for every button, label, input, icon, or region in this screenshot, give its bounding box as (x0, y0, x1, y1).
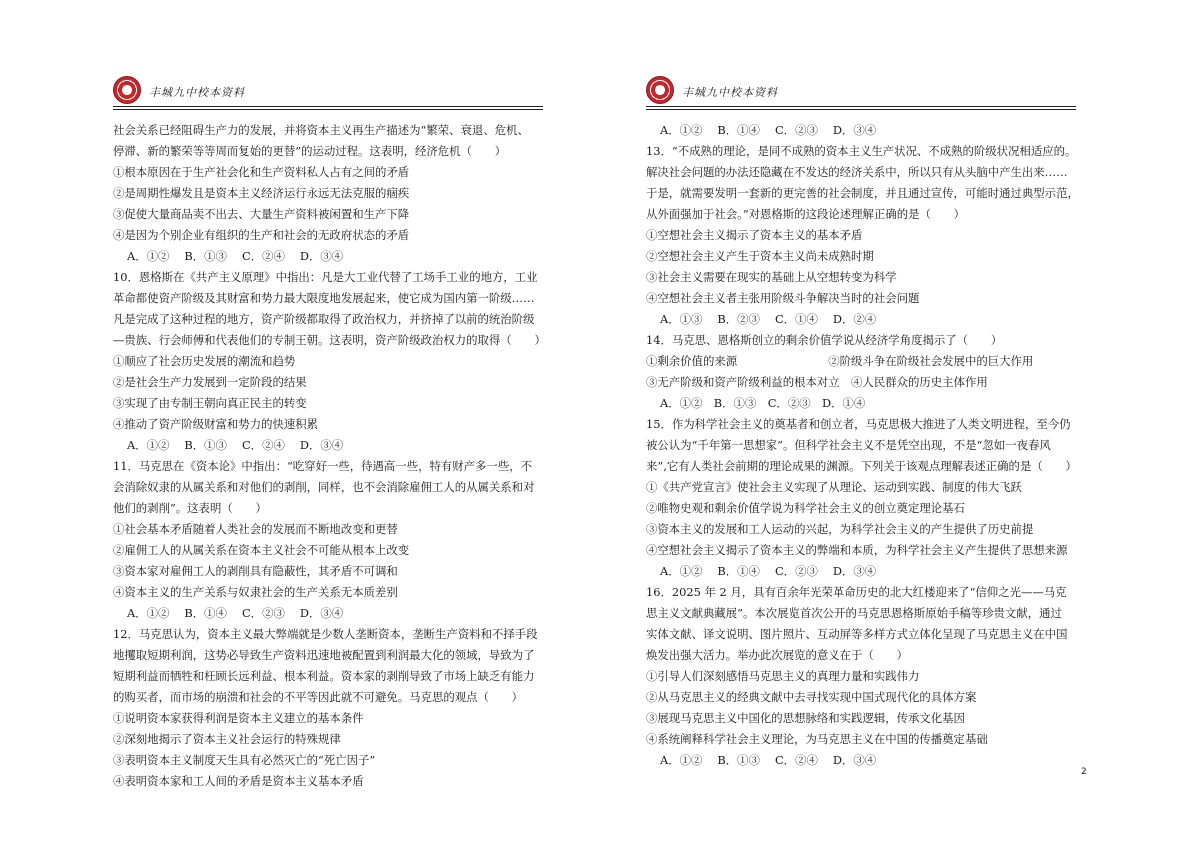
text-line: 来”,它有人类社会前期的理论成果的渊源。下列关于该观点理解表述正确的是（ ） (646, 459, 1077, 473)
text-line: 解决社会问题的办法还隐藏在不发达的经济关系中，所以只有从头脑中产生出来…… (646, 165, 1068, 179)
page-header (113, 76, 543, 106)
text-line: ①剩余价值的来源 ②阶级斗争在阶级社会发展中的巨大作用 (646, 354, 1034, 368)
text-line: 焕发出强大活力。举办此次展览的意义在于（ ） (646, 648, 908, 662)
header-rule (113, 106, 543, 107)
header-rule (646, 109, 1076, 110)
text-line: ②深刻地揭示了资本主义社会运行的特殊规律 (113, 732, 341, 746)
answer-options: A．①③ B．②③ C．①④ D．②④ (660, 312, 877, 326)
text-line: 地攫取短期利润，这势必导致生产资料迅速地被配置到利润最大化的领域，导致为了 (113, 648, 535, 662)
text-line: ④表明资本家和工人间的矛盾是资本主义基本矛盾 (113, 774, 364, 788)
text-line: 思主义文献典藏展”。本次展览首次公开的马克思恩格斯原始手稿等珍贵文献，通过 (646, 606, 1062, 620)
text-line: ③资本主义的发展和工人运动的兴起，为科学社会主义的产生提供了历史前提 (646, 522, 1034, 536)
text-line: ④资本主义的生产关系与奴隶社会的生产关系无本质差别 (113, 585, 398, 599)
text-line: 13．“不成熟的理论，是同不成熟的资本主义生产状况、不成熟的阶级状况相适应的。 (646, 144, 1077, 158)
text-line: ③社会主义需要在现实的基础上从空想转变为科学 (646, 270, 897, 284)
text-line: 被公认为“千年第一思想家”。但科学社会主义不是凭空出现，不是“忽如一夜春风 (646, 438, 1051, 452)
text-line: 的购买者，而市场的崩溃和社会的不平等因此就不可避免。马克思的观点（ ） (113, 690, 524, 704)
text-line: ①《共产党宣言》使社会主义实现了从理论、运动到实践、制度的伟大飞跃 (646, 480, 1022, 494)
school-name: 丰城九中校本资料 (682, 86, 778, 99)
page-number: 2 (1081, 767, 1087, 777)
text-line: 短期利益而牺牲和枉顾长远利益、根本利益。资本家的剥削导致了市场上缺乏有能力 (113, 669, 535, 683)
text-line: ④系统阐释科学社会主义理论，为马克思主义在中国的传播奠定基础 (646, 732, 988, 746)
text-line: ④空想社会主义者主张用阶级斗争解决当时的社会问题 (646, 291, 920, 305)
answer-options: A．①② B．①④ C．②③ D．③④ (660, 564, 877, 578)
text-line: —贵族、行会师傅和代表他们的专制王朝。这表明，资产阶级政治权力的取得（ ） (113, 333, 546, 347)
answer-options: A．①② B．①④ C．②③ D．③④ (660, 123, 877, 137)
text-line: 停滞、新的繁荣等等周而复始的更替”的运动过程。这表明，经济危机（ ） (113, 144, 507, 158)
text-line: ①空想社会主义揭示了资本主义的基本矛盾 (646, 228, 863, 242)
text-line: ②是周期性爆发且是资本主义经济运行永远无法克服的痼疾 (113, 186, 410, 200)
text-line: 14．马克思、恩格斯创立的剩余价值学说从经济学角度揭示了（ ） (646, 333, 1003, 347)
text-line: 16．2025 年 2 月，具有百余年光荣革命历史的北大红楼迎来了“信仰之光——马克 (646, 585, 1067, 599)
right-column-text (646, 120, 1086, 771)
text-line: ①顺应了社会历史发展的潮流和趋势 (113, 354, 296, 368)
text-line: 11．马克思在《资本论》中指出：“吃穿好一些，待遇高一些，特有财产多一些，不 (113, 459, 532, 473)
school-logo-icon (646, 76, 674, 104)
text-line: ③无产阶级和资产阶级利益的根本对立 ④人民群众的历史主体作用 (646, 375, 988, 389)
text-line: ②从马克思主义的经典文献中去寻找实现中国式现代化的具体方案 (646, 690, 977, 704)
header-rule (646, 106, 1076, 107)
text-line: 于是，就需要发明一套新的更完善的社会制度，并且通过宣传，可能时通过典型示范， (646, 186, 1079, 200)
text-line: 他们的剥削”。这表明（ ） (113, 501, 267, 515)
text-line: ④空想社会主义揭示了资本主义的弊端和本质，为科学社会主义产生提供了思想来源 (646, 543, 1068, 557)
text-line: 实体文献、译文说明、图片照片、互动屏等多样方式立体化呈现了马克思主义在中国 (646, 627, 1068, 641)
text-line: ②雇佣工人的从属关系在资本主义社会不可能从根本上改变 (113, 543, 410, 557)
header-rule (113, 109, 543, 110)
text-line: 10．恩格斯在《共产主义原理》中指出：凡是大工业代替了工场手工业的地方，工业 (113, 270, 538, 284)
text-line: 12．马克思认为，资本主义最大弊端就是少数人垄断资本，垄断生产资料和不择手段 (113, 627, 538, 641)
text-line: ④是因为个别企业有组织的生产和社会的无政府状态的矛盾 (113, 228, 410, 242)
text-line: ④推动了资产阶级财富和势力的快速积累 (113, 417, 319, 431)
text-line: ③展现马克思主义中国化的思想脉络和实践逻辑，传承文化基因 (646, 711, 965, 725)
text-line: 从外面强加于社会。”对恩格斯的这段论述理解正确的是（ ） (646, 207, 966, 221)
right-page (646, 0, 1116, 848)
text-line: ①引导人们深刻感悟马克思主义的真理力量和实践伟力 (646, 669, 920, 683)
text-line: ③实现了由专制王朝向真正民主的转变 (113, 396, 307, 410)
text-line: 15．作为科学社会主义的奠基者和创立者，马克思极大推进了人类文明进程，至今仍 (646, 417, 1071, 431)
page-header (646, 76, 1076, 106)
text-line: ①说明资本家获得利润是资本主义建立的基本条件 (113, 711, 364, 725)
answer-options: A．①② B．①④ C．②③ D．③④ (127, 606, 344, 620)
answer-options: A．①② B．①③ C．②④ D．③④ (127, 438, 344, 452)
text-line: ①根本原因在于生产社会化和生产资料私人占有之间的矛盾 (113, 165, 410, 179)
text-line: 社会关系已经阻碍生产力的发展，并将资本主义再生产描述为“繁荣、衰退、危机、 (113, 123, 529, 137)
left-page (113, 0, 583, 848)
answer-options: A．①② B．①③ C．②③ D．①④ (660, 396, 866, 410)
text-line: ③促使大量商品卖不出去、大量生产资料被闲置和生产下降 (113, 207, 410, 221)
answer-options: A．①② B．①③ C．②④ D．③④ (127, 249, 344, 263)
text-line: 革命都使资产阶级及其财富和势力最大限度地发展起来，使它成为国内第一阶级…… (113, 291, 535, 305)
text-line: ③表明资本主义制度天生具有必然灭亡的“死亡因子” (113, 753, 376, 767)
text-line: ③资本家对雇佣工人的剥削具有隐蔽性，其矛盾不可调和 (113, 564, 398, 578)
text-line: ②空想社会主义产生于资本主义尚未成熟时期 (646, 249, 874, 263)
left-column-text (113, 120, 553, 792)
text-line: ②是社会生产力发展到一定阶段的结果 (113, 375, 307, 389)
text-line: 会消除奴隶的从属关系和对他们的剥削，同样，也不会消除雇佣工人的从属关系和对 (113, 480, 535, 494)
school-logo-icon (113, 76, 141, 104)
school-name: 丰城九中校本资料 (149, 86, 245, 99)
answer-options: A．①② B．①③ C．②④ D．③④ (660, 753, 877, 767)
text-line: ①社会基本矛盾随着人类社会的发展而不断地改变和更替 (113, 522, 398, 536)
text-line: 凡是完成了这种过程的地方，资产阶级都取得了政治权力，并挤掉了以前的统治阶级 (113, 312, 535, 326)
text-line: ②唯物史观和剩余价值学说为科学社会主义的创立奠定理论基石 (646, 501, 965, 515)
